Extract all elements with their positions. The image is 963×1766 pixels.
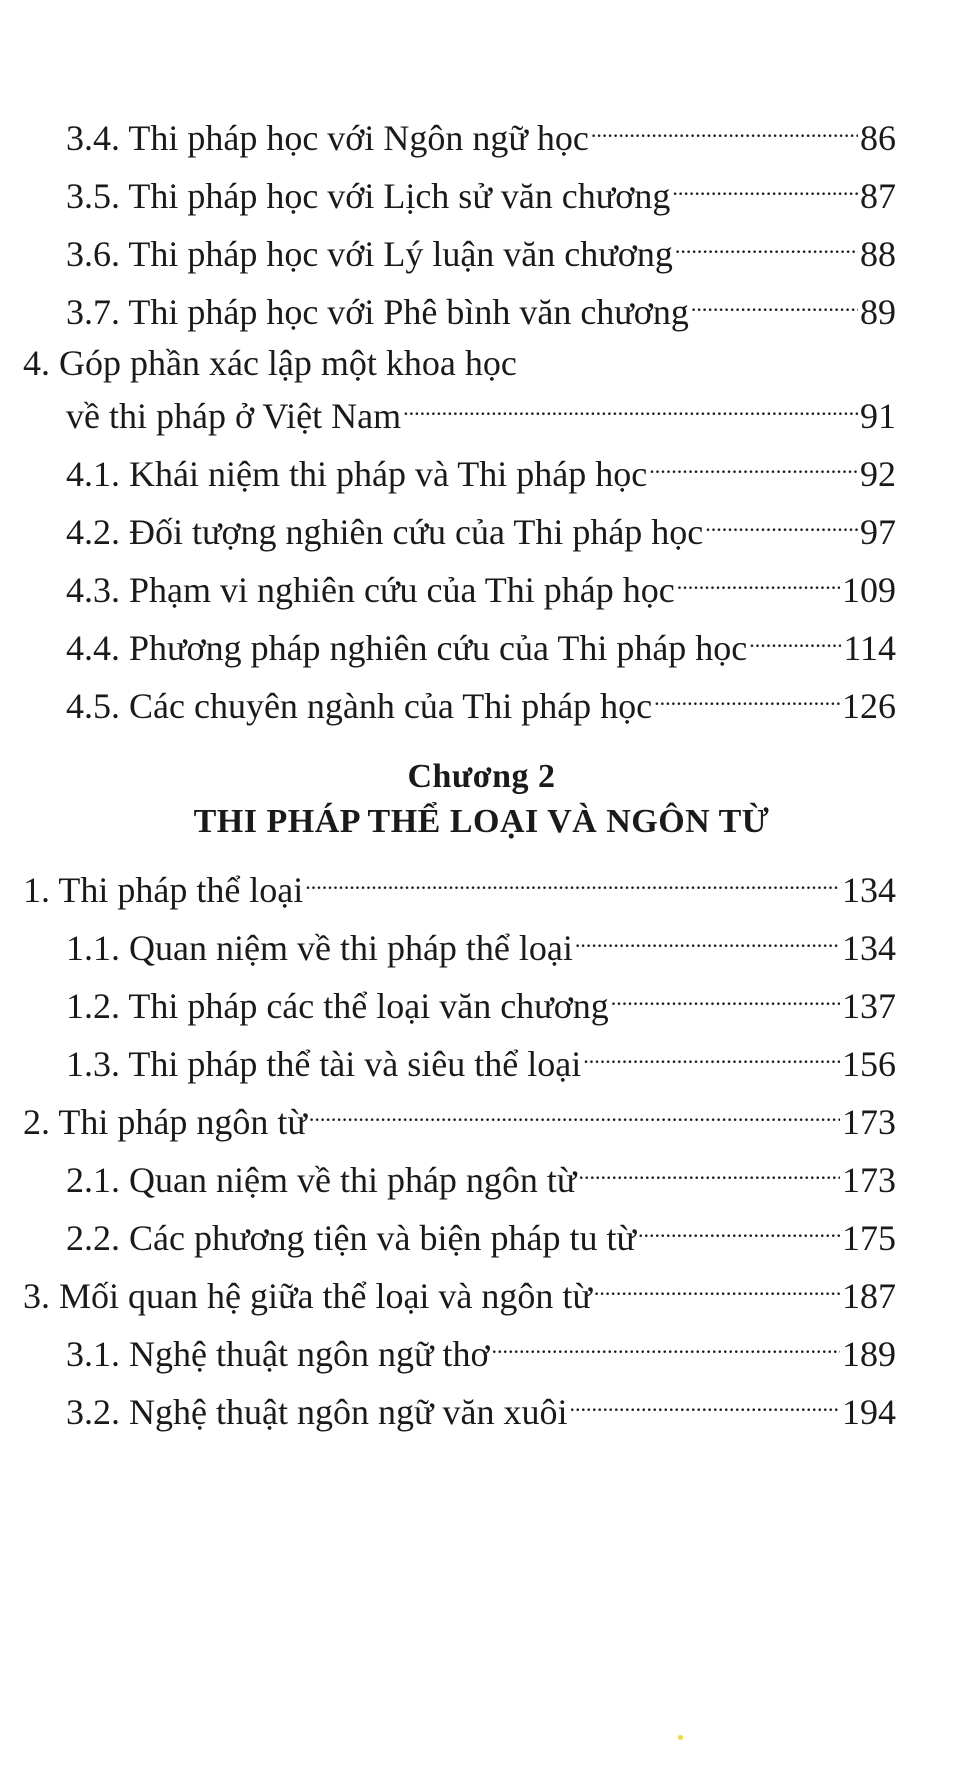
toc-entry-page: 156	[842, 1044, 896, 1084]
chapter-number: Chương 2	[407, 758, 556, 795]
toc-entry-4	[66, 386, 896, 437]
toc-entry-1-1	[66, 918, 896, 969]
toc-entry-label: 3. Mối quan hệ giữa thể loại và ngôn từ	[23, 1276, 592, 1316]
toc-entry-label: 2.2. Các phương tiện và biện pháp tu từ	[66, 1218, 636, 1258]
toc-entry-label: 1. Thi pháp thể loại	[23, 870, 304, 910]
toc-entry-page: 91	[860, 396, 896, 436]
toc-entry-label: 1.3. Thi pháp thể tài và siêu thể loại	[66, 1044, 582, 1084]
toc-entry-page: 189	[842, 1334, 896, 1374]
toc-entry-page: 126	[842, 686, 896, 726]
toc-entry-label: 4.4. Phương pháp nghiên cứu của Thi pháp học	[66, 628, 748, 668]
toc-entry-label: 4.5. Các chuyên ngành của Thi pháp học	[66, 686, 653, 726]
toc-entry-3-4	[66, 108, 896, 159]
toc-entry-label: 3.7. Thi pháp học với Phê bình văn chương	[66, 292, 689, 332]
toc-entry-1	[23, 860, 896, 911]
toc-entry-label: 4.3. Phạm vi nghiên cứu của Thi pháp học	[66, 570, 675, 610]
dot-leader	[309, 1092, 840, 1134]
toc-entry-4-line1: 4. Góp phần xác lập một khoa học	[23, 343, 517, 383]
dot-leader	[591, 108, 858, 150]
dot-leader	[578, 1150, 840, 1192]
toc-entry-label: 3.1. Nghệ thuật ngôn ngữ thơ	[66, 1334, 490, 1374]
toc-entry-1-3	[66, 1034, 896, 1085]
toc-entry-page: 89	[860, 292, 896, 332]
toc-entry-4-2	[66, 502, 896, 553]
toc-entry-3-1	[66, 1324, 896, 1375]
chapter-title: THI PHÁP THỂ LOẠI VÀ NGÔN TỪ	[193, 803, 770, 840]
dot-leader	[403, 386, 858, 428]
toc-entry-4-1	[66, 444, 896, 495]
toc-entry-4-3	[66, 560, 896, 611]
toc-entry-page: 88	[860, 234, 896, 274]
dot-leader	[677, 560, 840, 602]
toc-entry-3-6	[66, 224, 896, 275]
toc-entry-page: 134	[842, 870, 896, 910]
toc-entry-page: 175	[842, 1218, 896, 1258]
toc-entry-label: 3.2. Nghệ thuật ngôn ngữ văn xuôi	[66, 1392, 568, 1432]
toc-entry-3-7	[66, 282, 896, 333]
toc-entry-page: 137	[842, 986, 896, 1026]
dot-leader	[492, 1324, 840, 1366]
toc-entry-page: 134	[842, 928, 896, 968]
toc-entry-page: 187	[842, 1276, 896, 1316]
dot-leader	[575, 918, 840, 960]
dot-leader	[638, 1208, 840, 1250]
toc-entry-3-5	[66, 166, 896, 217]
dot-leader	[583, 1034, 840, 1076]
toc-entry-page: 194	[842, 1392, 896, 1432]
toc-entry-2-2	[66, 1208, 896, 1259]
dot-leader	[594, 1266, 840, 1308]
toc-entry-label: 3.6. Thi pháp học với Lý luận văn chương	[66, 234, 673, 274]
dot-leader	[675, 224, 858, 266]
toc-entry-2-1	[66, 1150, 896, 1201]
toc-entry-label: 1.1. Quan niệm về thi pháp thể loại	[66, 928, 573, 968]
toc-entry-page: 86	[860, 118, 896, 158]
toc-entry-label: 4.1. Khái niệm thi pháp và Thi pháp học	[66, 454, 648, 494]
dot-leader	[705, 502, 858, 544]
toc-entry-page: 87	[860, 176, 896, 216]
toc-entry-4-5	[66, 676, 896, 727]
toc-entry-label: 2.1. Quan niệm về thi pháp ngôn từ	[66, 1160, 577, 1200]
toc-entry-label: 1.2. Thi pháp các thể loại văn chương	[66, 986, 609, 1026]
toc-entry-1-2	[66, 976, 896, 1027]
dot-leader	[654, 676, 840, 718]
dot-leader	[672, 166, 858, 208]
toc-entry-label: 2. Thi pháp ngôn từ	[23, 1102, 307, 1142]
toc-entry-label: 4.2. Đối tượng nghiên cứu của Thi pháp học	[66, 512, 704, 552]
toc-entry-4-4	[66, 618, 896, 669]
toc-entry-2	[23, 1092, 896, 1143]
dot-leader	[649, 444, 858, 486]
dot-leader	[611, 976, 840, 1018]
dot-leader	[749, 618, 841, 660]
dot-leader	[691, 282, 858, 324]
toc-entry-label: 3.5. Thi pháp học với Lịch sử văn chương	[66, 176, 671, 216]
toc-entry-page: 173	[842, 1102, 896, 1142]
paper-speck	[678, 1735, 683, 1740]
toc-entry-3	[23, 1266, 896, 1317]
toc-entry-page: 109	[842, 570, 896, 610]
toc-entry-page: 173	[842, 1160, 896, 1200]
toc-entry-3-2	[66, 1382, 896, 1433]
toc-entry-page: 97	[860, 512, 896, 552]
dot-leader	[305, 860, 840, 902]
toc-entry-page: 114	[843, 628, 896, 668]
toc-entry-page: 92	[860, 454, 896, 494]
toc-entry-label: 3.4. Thi pháp học với Ngôn ngữ học	[66, 118, 589, 158]
dot-leader	[569, 1382, 840, 1424]
toc-entry-label: về thi pháp ở Việt Nam	[66, 396, 402, 436]
